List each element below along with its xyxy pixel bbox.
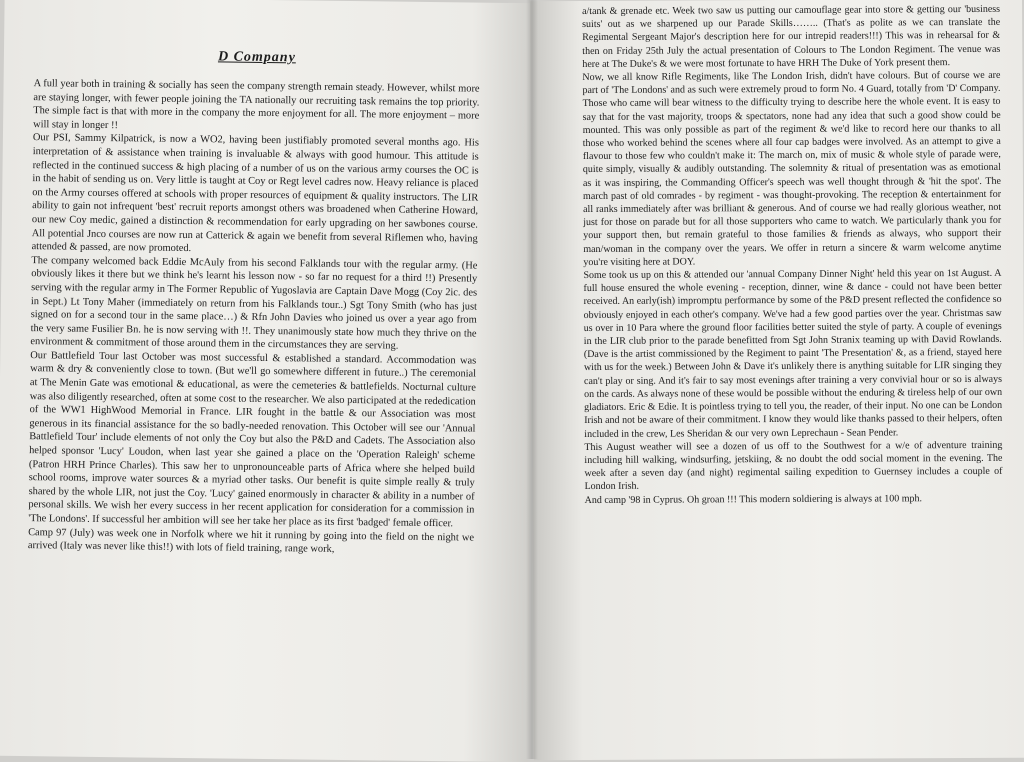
right-paragraph-2: Now, we all know Rifle Regiments, like The London Irish, didn't have colours. But of course we are part of 'The Londons' and as such were extremely proud to form No. 4 Guard, totally from 'D' Company. Those who came will bear witness to the difficulty trying to describe here the whole event. It is easy to say that for the vast majority, troops & spectators, none had any idea that such a good show could be mounted. This was only possible as part of the regiment & we'd like to record here our thanks to all those who worked behind the scenes where all four cap badges were involved. As an attempt to give a flavour to those few who couldn't make it: The march on, mix of music & whole style of parade were, quite simply, visually & audibly outstanding. The solemnity & ritual of presentation was as emotional as it was inspiring, the Commanding Officer's speech was well thought through & 'hit the spot'. The march past of old comrades - by regiment - was thought-provoking. The reception & entertainment for all ranks immediately after was brilliant & generous. And of course we had really glorious weather, not just for those on parade but for all those supporters who came to watch. We particularly thank you for your support then, but remain grateful to those families & friends as always, who support their man/woman in the company over the years. We offer in return a sincere & warm welcome anytime you're visiting here at DOY. xyxy=(582,69,1002,268)
right-paragraph-5: And camp '98 in Cyprus. Oh groan !!! This modern soldiering is always at 100 mph. xyxy=(584,492,923,506)
book-gutter xyxy=(526,0,538,759)
right-paragraph-4: This August weather will see a dozen of us off to the Southwest for a w/e of adventure training including hill walking, windsurfing, jetskiing, & no doubt the odd social moment in the evening. The week after a seven day (and night) regimental sailing expedition to Guernsey includes a couple of London Irish. xyxy=(584,439,1003,493)
right-paragraph-3: Some took us up on this & attended our 'annual Company Dinner Night' held this year on 1st August. A full house ensured the whole evening - reception, dinner, wine & dance - could not have been better received. An early(ish) impromptu performance by some of the P&D present reflected the confidence so obviously enjoyed in each other's company. We've had a few good parties over the year. Christmas saw us over in 10 Para where the ground floor facilities better suited the style of party. A couple of evenings in the LIR club prior to the parade benefitted from Sgt John Stranix teaming up with David Rowlands. (Dave is the artist commissioned by the Regiment to paint 'The Presentation' &, as a friend, stayed here with us for the week.) Between John & Dave it's unlikely there is anything suitable for LIR singing they can't play or sing. And it's fair to say most evenings after training a very convivial hour or so is always on the cards. As always none of these would be possible without the enduring & tireless help of our own gladiators. Eric & Edie. It is pointless trying to tell you, the reader, of their input. No one can be London Irish and not be aware of their commitment. I know they would like thanks passed to their helpers, often included in the crew, Les Sheridan & our very own Leprechaun - Sean Pender. xyxy=(583,267,1003,440)
left-paragraph-1: A full year both in training & socially has seen the company strength remain steady. However, whilst more are staying longer, with fewer people joining the TA nationally our recruiting task remains the top priority. The simple fact is that with more in the company the more enjoyment for all. The more enjoyment – more will stay in longer !! xyxy=(33,78,480,131)
left-paragraph-3: The company welcomed back Eddie McAuly from his second Falklands tour with the regular army. (He obviously likes it there but we think he's learnt his lesson now - so far no request for a third !!) Presently serving with the regular army in The Former Republic of Yugoslavia are Captain Dave Mogg (Coy 2ic. des in Sept.) Lt Tony Maher (immediately on return from his Falklands tour..) Sgt Tony Smith (who has just signed on for a second tour in the same place…) & Rfn John Davies who joined us over a year ago from the very same Fusilier Bn. he is now serving with !!. They unanimously state how much they thrive on the environment & commitment of those around them in the circumstances they are serving. xyxy=(30,254,478,352)
article-title: D Company xyxy=(217,49,296,66)
left-paragraph-4: Our Battlefield Tour last October was most successful & established a standard. Accommodation was warm & dry & conveniently close to town. (But we'll go somewhere different in future..) The ceremonial at The Menin Gate was emotional & educational, as were the cemeteries & battlefields. Nocturnal culture was also diligently researched, often at some cost to the researcher. We also participated at the rededication of the WW1 HighWood Memorial in France. LIR fought in the battle & our Association was most generous in its financial assistance for the so badly-needed renovation. This October will see our 'Annual Battlefield Tour' include elements of not only the Coy but also the P&D and Cadets. The Association also helped sponsor 'Lucy' Loudon, when last year she gained a place on the 'Operation Raleigh' scheme (Patron HRH Prince Charles). This saw her to unpronounceable parts of Africa where she helped build school rooms, improve water sources & a myriad other tasks. Our benefit is quite simple really & truly shared by the whole LIR, not just the Coy. 'Lucy' gained enormously in character & ability in a number of personal skills. We wish her every success in her recent application for consideration for a commission in 'The Londons'. If successful her ambition will see her take her place as its first 'badged' female officer. xyxy=(28,349,477,530)
right-paragraph-1: a/tank & grenade etc. Week two saw us putting our camouflage gear into store & getting our 'business suits' out as we sharpened up our Parade Skills…….. (That's as polite as we can translate the Regimental Sergeant Major's description here for our intrepid readers!!!) This was in rehearsal for & then on Friday 25th July the actual presentation of Colours to The London Regiment. The venue was here at The Duke's & we were most fortunate to have HRH The Duke of York present them. xyxy=(582,3,1001,70)
right-page xyxy=(530,0,1024,760)
left-paragraph-2: Our PSI, Sammy Kilpatrick, is now a WO2, having been justifiably promoted several months ago. His interpretation of & assistance when training is invaluable & always with good humour. This attitude is reflected in the continued success & high placing of a number of us on the various army courses the OC is in the habit of sending us on. Very little is taught at Coy or Regt level cadres now. Heavy reliance is placed on the Army courses offered at schools with proper resources of equipment & quality instructors. The LIR ability to gain not infrequent 'best' recruit reports amongst others was broadened when Catherine Howard, our new Coy medic, gained a distinction & recommendation for early upgrading on her sawbones course. All potential Jnco courses are now run at Catterick & again we benefit from several Riflemen who, having attended & passed, are now promoted. xyxy=(31,132,479,255)
left-paragraph-5: Camp 97 (July) was week one in Norfolk where we hit it running by going into the field on the night we arrived (Italy was never like this!!) with lots of field training, range work, xyxy=(27,526,475,556)
